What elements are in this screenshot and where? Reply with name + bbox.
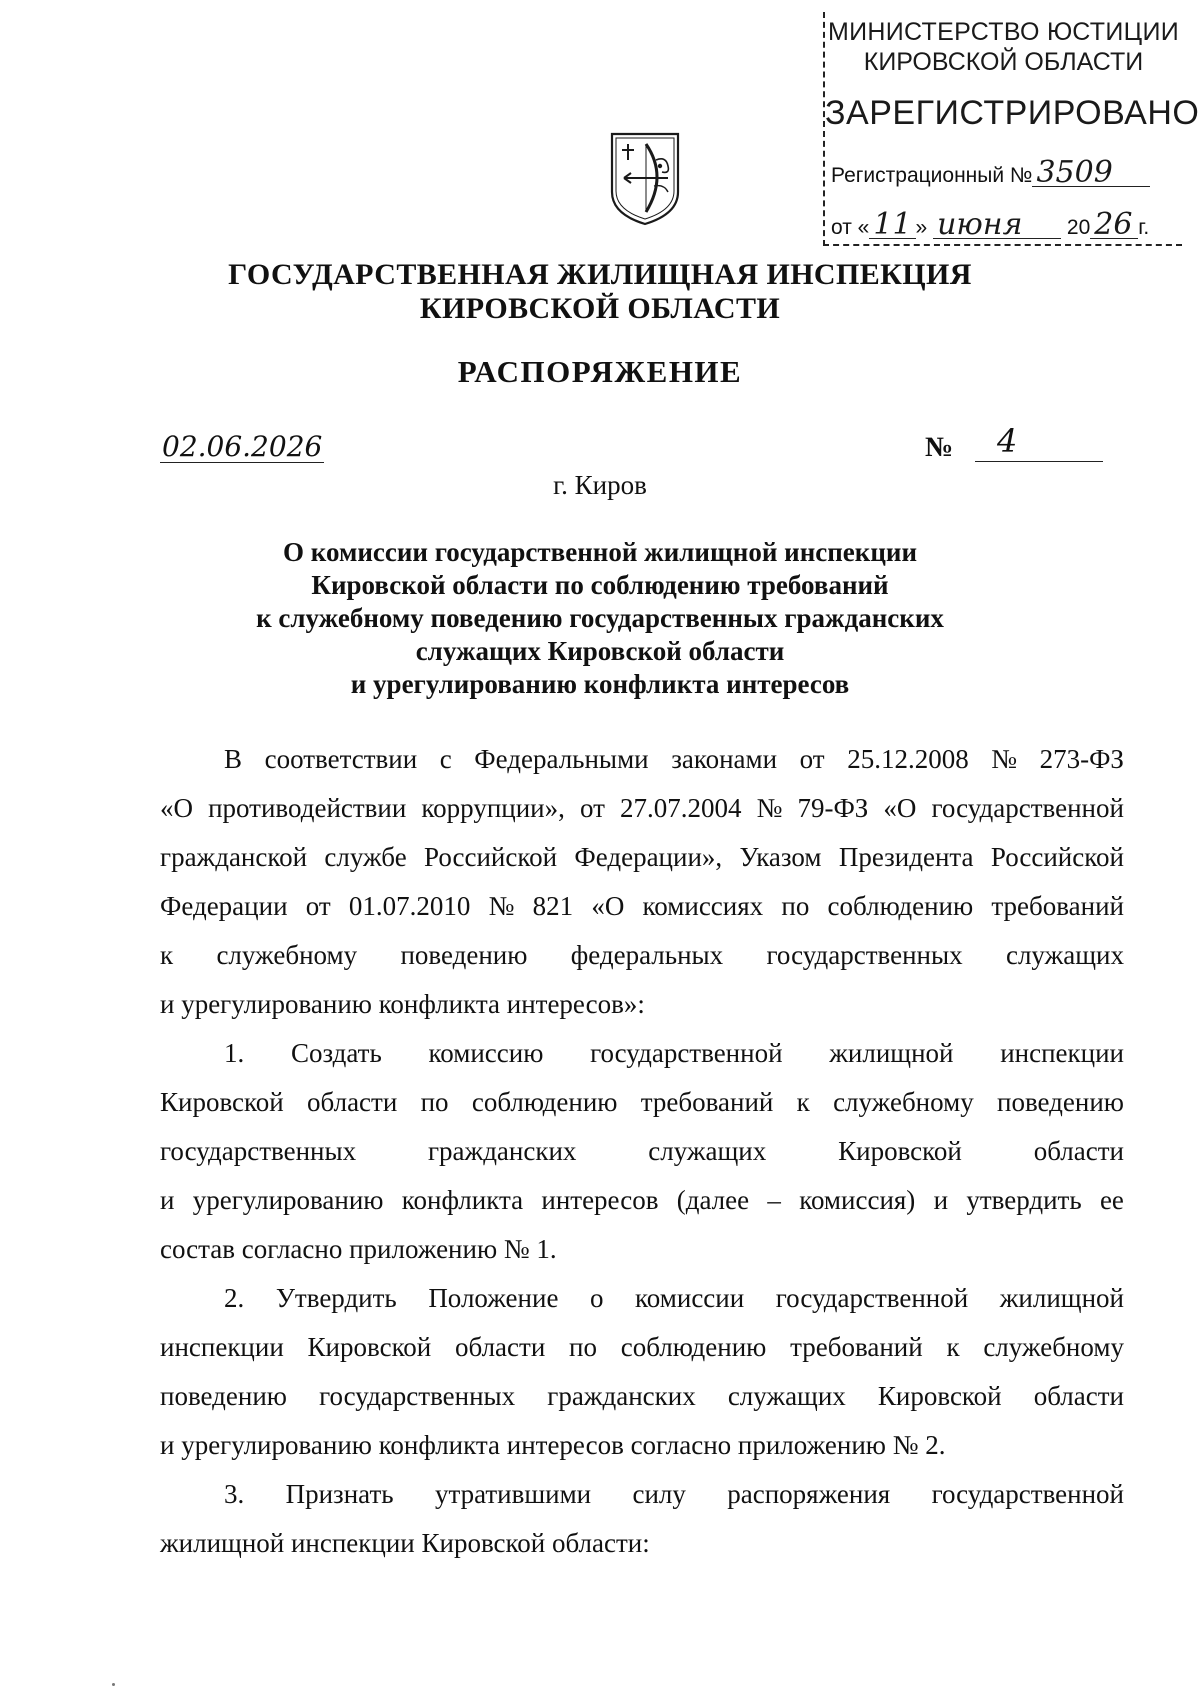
item1-line: государственных гражданских служащих Кировской области — [160, 1136, 1124, 1166]
document-number: 4 — [975, 422, 1103, 462]
subject-line: и урегулированию конфликта интересов — [350, 669, 850, 699]
stamp-ministry: МИНИСТЕРСТВО ЮСТИЦИИ — [828, 18, 1179, 46]
stamp-date-prefix: от « — [831, 216, 870, 239]
subject-line: к служебному поведению государственных гражданских — [256, 603, 944, 633]
stamp-date-mid: » — [915, 216, 928, 239]
org-name-line2: КИРОВСКОЙ ОБЛАСТИ — [419, 292, 781, 325]
item2-line: поведению государственных гражданских служащих Кировской области — [160, 1381, 1124, 1411]
preamble-line: В соответствии с Федеральными законами от 25.12.2008 № 273-ФЗ — [224, 744, 1124, 774]
item3-line: жилищной инспекции Кировской области: — [160, 1528, 650, 1558]
stamp-reg-number: 3509 — [1032, 160, 1150, 187]
item1-line: Кировской области по соблюдению требований к служебному поведению — [160, 1087, 1124, 1117]
item1-line: состав согласно приложению № 1. — [160, 1234, 557, 1264]
stamp-region: КИРОВСКОЙ ОБЛАСТИ — [863, 48, 1144, 76]
stamp-date-year: 26 — [1090, 212, 1138, 239]
stamp-date-row — [831, 207, 1150, 242]
stamp-date-day: 11 — [869, 212, 915, 239]
org-name-line1: ГОСУДАРСТВЕННАЯ ЖИЛИЩНАЯ ИНСПЕКЦИЯ — [228, 258, 972, 291]
registration-stamp — [823, 12, 1200, 246]
number-label: № — [925, 432, 954, 463]
stamp-registered: ЗАРЕГИСТРИРОВАНО — [825, 94, 1200, 132]
city: г. Киров — [553, 470, 647, 500]
item2-line: инспекции Кировской области по соблюдению требований к служебному — [160, 1332, 1124, 1362]
coat-of-arms-emblem — [608, 130, 682, 228]
preamble-line: гражданской службе Российской Федерации», Указом Президента Российской — [160, 842, 1124, 872]
stamp-date-suffix: г. — [1138, 216, 1150, 239]
item3-line: 3. Признать утратившими силу распоряжения государственной — [224, 1479, 1124, 1509]
subject-line: О комиссии государственной жилищной инспекции — [283, 537, 917, 567]
subject-line: служащих Кировской области — [415, 636, 785, 666]
preamble-line: Федерации от 01.07.2010 № 821 «О комиссиях по соблюдению требований — [160, 891, 1124, 921]
stamp-reg-label: Регистрационный № — [831, 164, 1033, 187]
document-date: 02.06.2026 — [162, 430, 323, 463]
stamp-date-month: июня — [933, 212, 1061, 239]
preamble-line: к служебному поведению федеральных государственных служащих — [160, 940, 1124, 970]
preamble-line: и урегулированию конфликта интересов»: — [160, 989, 645, 1019]
item2-line: 2. Утвердить Положение о комиссии государственной жилищной — [224, 1283, 1124, 1313]
subject-line: Кировской области по соблюдению требований — [311, 570, 889, 600]
stamp-reg-row — [831, 155, 1150, 190]
preamble-line: «О противодействии коррупции», от 27.07.2004 № 79-ФЗ «О государственной — [160, 793, 1124, 823]
item2-line: и урегулированию конфликта интересов согласно приложению № 2. — [160, 1430, 946, 1460]
scan-artifact — [112, 1683, 115, 1686]
item1-line: и урегулированию конфликта интересов (далее – комиссия) и утвердить ее — [160, 1185, 1124, 1215]
document-type: РАСПОРЯЖЕНИЕ — [457, 354, 743, 389]
item1-line: 1. Создать комиссию государственной жилищной инспекции — [224, 1038, 1124, 1068]
stamp-date-year-prefix: 20 — [1066, 216, 1091, 239]
